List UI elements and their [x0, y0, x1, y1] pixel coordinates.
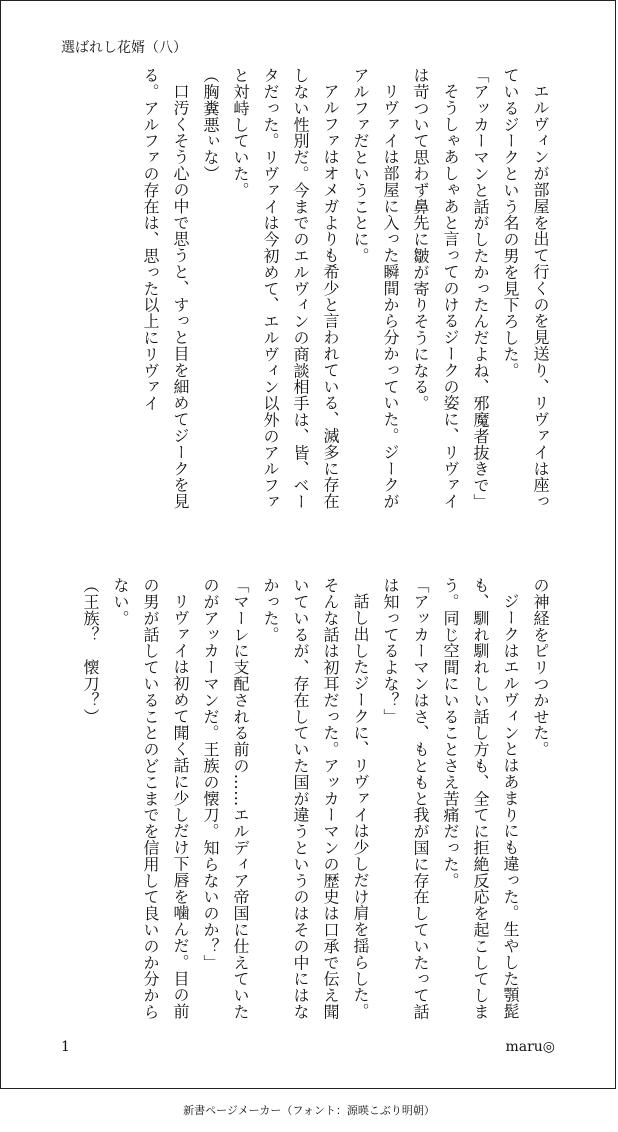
paragraph: 口汚くそう心の中で思うと、すっと目を細めてジークを見る。アルファの存在は、思った以上にリヴァイ — [141, 67, 190, 510]
footer-credit: 新書ページメーカー（フォント：源暎こぶり明朝） — [183, 1104, 435, 1117]
paragraph: エルヴィンが部屋を出て行くのを見送り、リヴァイは座っているジークという名の男を見下ろした。 — [501, 67, 550, 510]
paragraph: （王族？ 懐刀？） — [81, 577, 100, 725]
paragraph: 話し出したジークに、リヴァイは少しだけ肩を揺らした。そんな話は初耳だった。アッカーマンの歴史は口承で伝え聞いているが、存在していた国が違うというのはその中にはなかった。 — [261, 577, 370, 1020]
paragraph: アルファはオメガよりも希少と言われている、滅多に存在しない性別だ。今までのエルヴィンの商談相手は、皆、ベータだった。リヴァイは今初めて、エルヴィン以外のアルファと対峙していた。 — [231, 67, 340, 510]
paragraph: リヴァイは初めて聞く話に少しだけ下唇を噛んだ。目の前の男が話していることのどこまでを信用して良いのか分からない。 — [111, 577, 190, 1020]
paragraph: の神経をピリつかせた。 — [531, 577, 550, 758]
paragraph: リヴァイは部屋に入った瞬間から分かっていた。ジークがアルファだということに。 — [351, 67, 400, 510]
author-name: maru◎ — [505, 1039, 555, 1055]
paragraph: ジークはエルヴィンとはあまりにも違った。生やした顎髭も、馴れ馴れしい話し方も、全てに拒絶反応を起こしてしまう。同じ空間にいることさえ苦痛だった。 — [441, 577, 520, 1020]
page-number: 1 — [61, 1039, 70, 1055]
lower-text-block — [59, 577, 555, 1027]
paragraph: （胸糞悪ぃな） — [201, 67, 220, 182]
paragraph: 「アッカーマンと話がしたかったんだよね、邪魔者抜きで」 — [471, 67, 490, 510]
paragraph: 「マーレに支配される前の……エルディア帝国に仕えていたのがアッカーマンだ。王族の懐刀。知らないのか？」 — [201, 577, 250, 1020]
page-title: 選ばれし花婿（八） — [61, 40, 187, 56]
upper-text-block — [59, 67, 555, 517]
paragraph: そうしゃあしゃあと言ってのけるジークの姿に、リヴァイは苛ついて思わず鼻先に皺が寄りそうになる。 — [411, 67, 460, 510]
paragraph: 「アッカーマンはさ、もともと我が国に存在していたって話は知ってるよな？」 — [381, 577, 430, 1020]
